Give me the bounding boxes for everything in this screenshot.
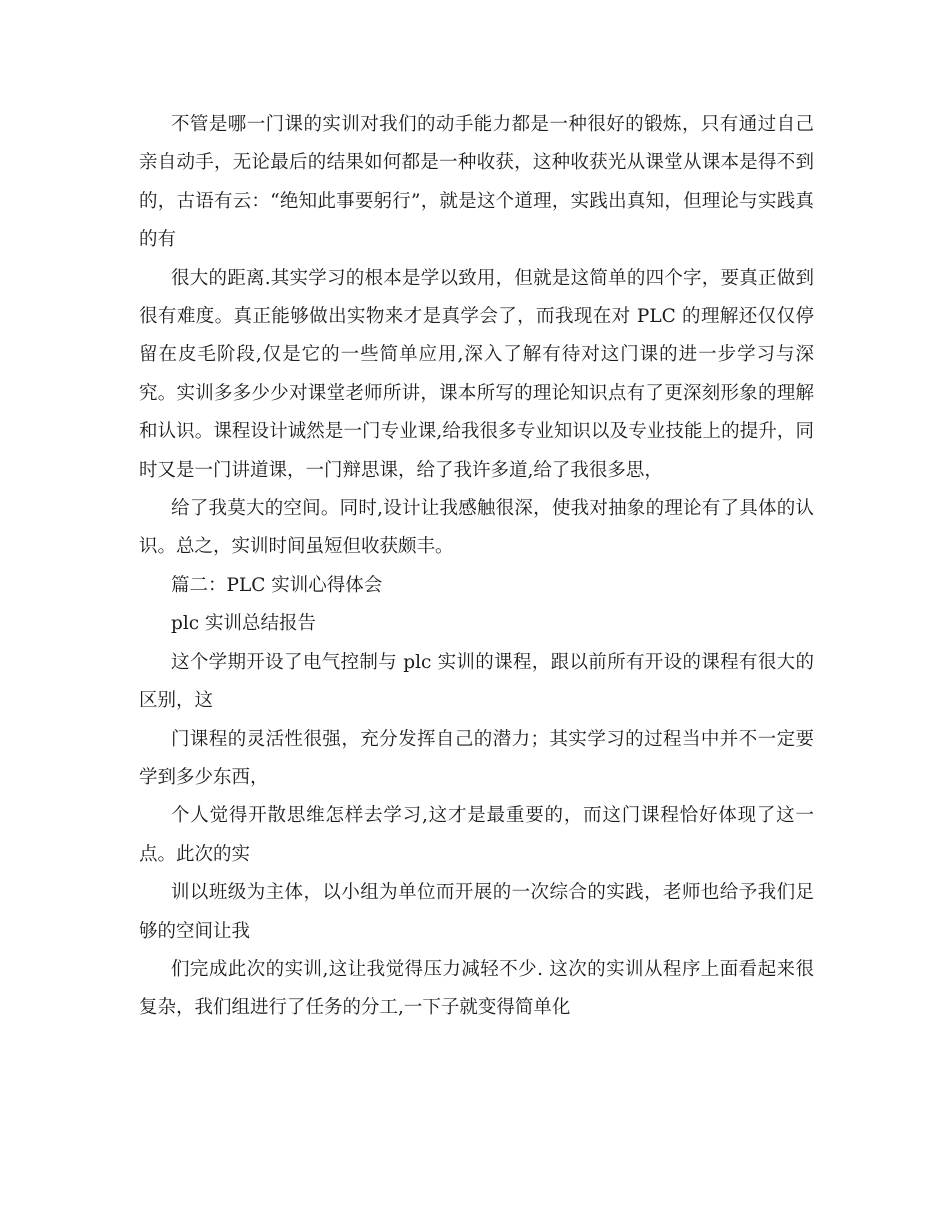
section-heading: 篇二：PLC 实训心得体会 — [171, 574, 383, 596]
paragraph: 给了我莫大的空间。同时,设计让我感触很深，使我对抽象的理论有了具体的认识。总之，实训时间虽短但收获颇丰。 — [139, 498, 814, 558]
paragraph: 们完成此次的实训,这让我觉得压力减轻不少. 这次的实训从程序上面看起来很复杂，我们组进行了任务的分工,一下子就变得简单化 — [139, 958, 814, 1019]
paragraph: 很大的距离.其实学习的根本是学以致用，但就是这简单的四个字，要真正做到很有难度。真正能够做出实物来才是真学会了，而我现在对 PLC 的理解还仅仅停留在皮毛阶段,仅是它的一些简单应用,深入了解有待对这门课的进一步学习与深究。实训多多少少对课堂老师所讲，课本所写的理论知识点有了更深刻形象的理解和认识。课程设计诚然是一门专业课,给我很多专业知识以及专业技能上的提升，同时又是一门讲道课，一门辩思课，给了我许多道,给了我很多思， — [139, 267, 814, 481]
paragraph: 这个学期开设了电气控制与 plc 实训的课程，跟以前所有开设的课程有很大的区别，这 — [139, 651, 814, 712]
section-subheading: plc 实训总结报告 — [171, 613, 317, 635]
paragraph: 个人觉得开散思维怎样去学习,这才是最重要的，而这门课程恰好体现了这一点。此次的实 — [139, 805, 814, 865]
paragraph: 不管是哪一门课的实训对我们的动手能力都是一种很好的锻炼，只有通过自己亲自动手，无论最后的结果如何都是一种收获，这种收获光从课堂从课本是得不到的，古语有云：“绝知此事要躬行”，就是这个道理，实践出真知，但理论与实践真的有 — [139, 114, 814, 251]
document-body — [139, 106, 814, 1028]
paragraph: 训以班级为主体，以小组为单位而开展的一次综合的实践，老师也给予我们足够的空间让我 — [139, 882, 814, 942]
paragraph: 门课程的灵活性很强，充分发挥自己的潜力；其实学习的过程当中并不一定要学到多少东西， — [139, 728, 814, 788]
